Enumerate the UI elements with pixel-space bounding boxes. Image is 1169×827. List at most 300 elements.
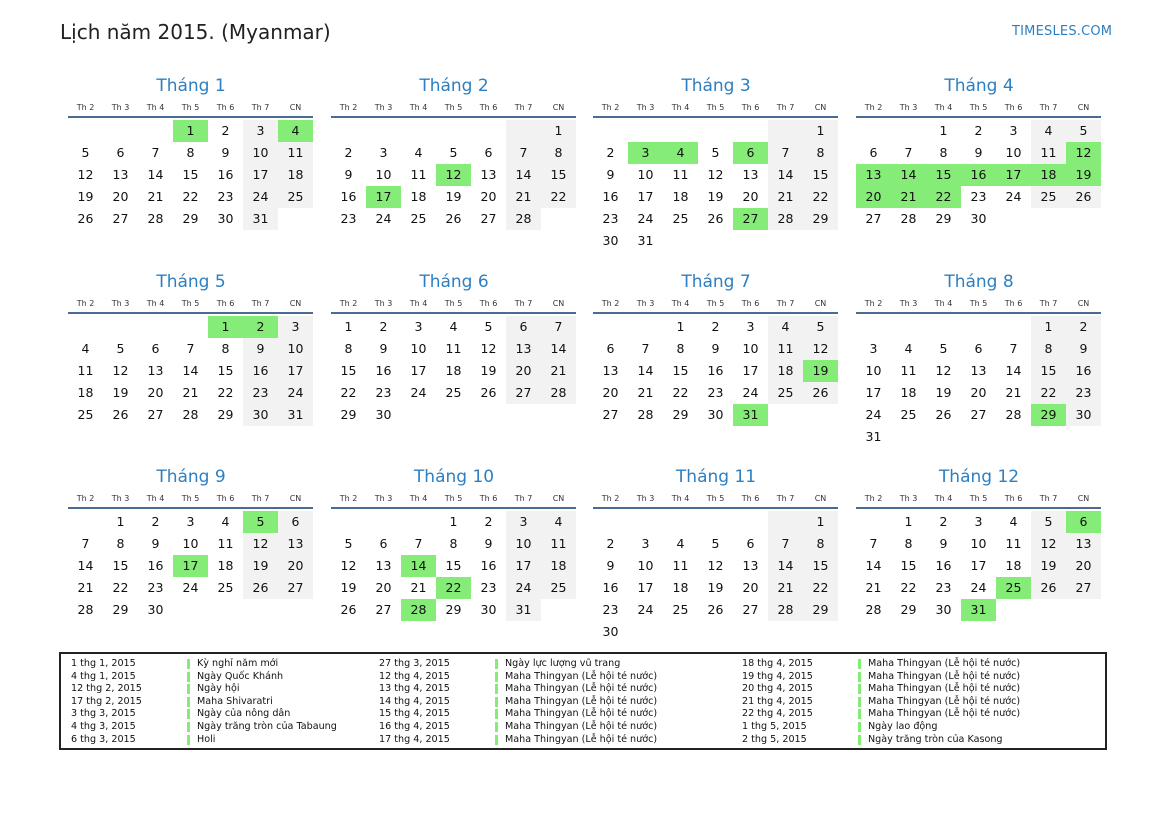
day-cell: 20 xyxy=(970,385,987,400)
day-cell: 10 xyxy=(410,341,427,356)
day-cell: 28 xyxy=(182,407,199,422)
weekday-label: Th 7 xyxy=(776,299,795,308)
day-cell: 27 xyxy=(506,382,541,404)
day-cell: 22 xyxy=(436,577,471,599)
header-rule xyxy=(68,507,313,509)
weekday-label: Th 5 xyxy=(181,494,200,503)
day-cell: 24 xyxy=(637,211,654,226)
day-cell: 4 xyxy=(221,514,230,529)
day-cell: 17 xyxy=(410,363,427,378)
weekday-label: Th 5 xyxy=(181,103,200,112)
day-cell: 31 xyxy=(243,208,278,230)
day-cell: 19 xyxy=(803,360,838,382)
day-cell: 23 xyxy=(1066,382,1101,404)
day-cell: 15 xyxy=(445,558,462,573)
weekday-label: Th 2 xyxy=(864,494,883,503)
weekday-label: Th 2 xyxy=(601,494,620,503)
day-cell: 20 xyxy=(112,189,129,204)
holiday-marker xyxy=(187,709,190,719)
weekday-label: Th 7 xyxy=(251,494,270,503)
weekday-header xyxy=(331,490,577,507)
day-cell: 22 xyxy=(900,580,917,595)
day-cell: 12 xyxy=(436,164,471,186)
holiday-name: Kỳ nghỉ năm mới xyxy=(197,658,279,669)
day-cell: 22 xyxy=(112,580,129,595)
day-cell: 7 xyxy=(641,341,650,356)
day-cell: 25 xyxy=(996,577,1031,599)
day-cell: 10 xyxy=(506,533,541,555)
empty-cell xyxy=(856,120,891,142)
day-cell: 3 xyxy=(869,341,878,356)
day-cell: 5 xyxy=(81,145,90,160)
empty-cell xyxy=(1031,208,1066,230)
day-cell: 22 xyxy=(182,189,199,204)
day-cell: 25 xyxy=(410,211,427,226)
day-cell: 27 xyxy=(602,407,619,422)
holiday-marker xyxy=(858,684,861,694)
empty-cell xyxy=(803,230,838,252)
month-name: Tháng 11 xyxy=(675,467,757,487)
day-cell: 12 xyxy=(707,167,724,182)
empty-cell xyxy=(891,120,926,142)
day-cell: 12 xyxy=(77,167,94,182)
day-cell: 28 xyxy=(865,602,882,617)
day-cell: 28 xyxy=(768,599,803,621)
day-cell: 21 xyxy=(77,580,94,595)
holiday-name: Maha Thingyan (Lễ hội té nước) xyxy=(505,683,658,695)
weekday-label: Th 4 xyxy=(409,103,428,112)
weekday-label: Th 7 xyxy=(776,103,795,112)
holiday-date: 17 thg 2, 2015 xyxy=(71,695,142,707)
empty-cell xyxy=(628,120,663,142)
empty-cell xyxy=(541,208,576,230)
day-cell: 28 xyxy=(541,382,576,404)
day-cell: 10 xyxy=(243,142,278,164)
day-cell: 9 xyxy=(379,341,388,356)
month-name: Tháng 12 xyxy=(938,467,1020,487)
day-cell: 19 xyxy=(77,189,94,204)
day-cell: 25 xyxy=(541,577,576,599)
day-cell: 4 xyxy=(414,145,423,160)
empty-cell xyxy=(663,511,698,533)
day-cell: 16 xyxy=(147,558,164,573)
day-cell: 30 xyxy=(1066,404,1101,426)
weekday-header xyxy=(68,490,314,507)
day-cell: 15 xyxy=(926,164,961,186)
empty-cell xyxy=(1031,426,1066,448)
empty-cell xyxy=(401,404,436,426)
weekday-label: Th 6 xyxy=(479,103,498,112)
weekday-label: Th 4 xyxy=(934,103,953,112)
header-rule xyxy=(331,312,576,314)
day-cell: 8 xyxy=(803,142,838,164)
holiday-date: 16 thg 4, 2015 xyxy=(379,720,450,732)
weekday-label: Th 6 xyxy=(741,494,760,503)
day-cell: 13 xyxy=(278,533,313,555)
header-rule xyxy=(68,312,313,314)
holiday-marker xyxy=(187,722,190,732)
day-grid xyxy=(68,511,314,621)
day-cell: 20 xyxy=(375,580,392,595)
weekday-label: Th 6 xyxy=(1004,299,1023,308)
day-cell: 9 xyxy=(974,145,983,160)
day-cell: 27 xyxy=(865,211,882,226)
empty-cell xyxy=(996,599,1031,621)
day-grid xyxy=(856,120,1102,230)
day-cell: 11 xyxy=(445,341,462,356)
day-cell: 25 xyxy=(278,186,313,208)
day-cell: 13 xyxy=(375,558,392,573)
day-cell: 8 xyxy=(676,341,685,356)
day-cell: 12 xyxy=(340,558,357,573)
day-cell: 7 xyxy=(869,536,878,551)
day-cell: 26 xyxy=(480,385,497,400)
day-cell: 1 xyxy=(173,120,208,142)
weekday-label: Th 6 xyxy=(216,299,235,308)
day-cell: 15 xyxy=(112,558,129,573)
day-cell: 30 xyxy=(480,602,497,617)
weekday-label: Th 7 xyxy=(514,494,533,503)
weekday-label: Th 2 xyxy=(601,299,620,308)
holiday-marker xyxy=(495,709,498,719)
empty-cell xyxy=(593,120,628,142)
day-cell: 16 xyxy=(1066,360,1101,382)
day-cell: 9 xyxy=(484,536,493,551)
day-cell: 19 xyxy=(935,385,952,400)
month-block xyxy=(68,74,314,230)
empty-cell xyxy=(68,316,103,338)
day-grid xyxy=(593,120,839,252)
header-rule xyxy=(331,116,576,118)
day-cell: 10 xyxy=(865,363,882,378)
day-cell: 26 xyxy=(77,211,94,226)
empty-cell xyxy=(331,120,366,142)
weekday-label: Th 5 xyxy=(706,103,725,112)
day-grid xyxy=(593,511,839,643)
day-cell: 31 xyxy=(506,599,541,621)
day-cell: 3 xyxy=(746,319,755,334)
day-cell: 6 xyxy=(116,145,125,160)
day-cell: 10 xyxy=(375,167,392,182)
day-cell: 20 xyxy=(856,186,891,208)
day-cell: 12 xyxy=(707,558,724,573)
page-title: Lịch năm 2015. (Myanmar) xyxy=(60,20,331,44)
holiday-marker xyxy=(187,684,190,694)
holiday-marker xyxy=(495,722,498,732)
day-cell: 24 xyxy=(865,407,882,422)
holiday-marker xyxy=(858,672,861,682)
weekday-label: Th 2 xyxy=(601,103,620,112)
day-cell: 25 xyxy=(672,211,689,226)
day-cell: 10 xyxy=(970,536,987,551)
day-cell: 20 xyxy=(506,360,541,382)
day-cell: 8 xyxy=(541,142,576,164)
holiday-name: Maha Thingyan (Lễ hội té nước) xyxy=(505,670,658,682)
day-cell: 20 xyxy=(1066,555,1101,577)
day-cell: 6 xyxy=(746,536,755,551)
weekday-label: Th 6 xyxy=(741,103,760,112)
weekday-label: Th 6 xyxy=(216,494,235,503)
day-cell: 2 xyxy=(606,145,615,160)
day-cell: 21 xyxy=(865,580,882,595)
empty-cell xyxy=(278,208,313,230)
header-rule xyxy=(856,507,1101,509)
empty-cell xyxy=(366,511,401,533)
weekday-header xyxy=(593,295,839,312)
day-cell: 21 xyxy=(147,189,164,204)
day-cell: 19 xyxy=(1066,164,1101,186)
day-cell: 30 xyxy=(217,211,234,226)
day-cell: 6 xyxy=(151,341,160,356)
day-cell: 18 xyxy=(900,385,917,400)
day-cell: 7 xyxy=(541,316,576,338)
day-cell: 29 xyxy=(340,407,357,422)
holiday-date: 21 thg 4, 2015 xyxy=(742,695,813,707)
day-cell: 4 xyxy=(904,341,913,356)
day-cell: 28 xyxy=(147,211,164,226)
day-cell: 30 xyxy=(243,404,278,426)
empty-cell xyxy=(243,599,278,621)
day-cell: 28 xyxy=(900,211,917,226)
day-cell: 16 xyxy=(243,360,278,382)
day-cell: 9 xyxy=(221,145,230,160)
day-cell: 6 xyxy=(484,145,493,160)
day-cell: 15 xyxy=(541,164,576,186)
day-cell: 5 xyxy=(803,316,838,338)
day-cell: 11 xyxy=(1005,536,1022,551)
day-cell: 11 xyxy=(768,338,803,360)
day-cell: 21 xyxy=(506,186,541,208)
day-cell: 28 xyxy=(768,208,803,230)
day-cell: 3 xyxy=(379,145,388,160)
holiday-name: Ngày lực lượng vũ trang xyxy=(505,658,621,669)
day-cell: 1 xyxy=(904,514,913,529)
day-cell: 4 xyxy=(1031,120,1066,142)
header-rule xyxy=(68,116,313,118)
weekday-label: Th 7 xyxy=(1039,103,1058,112)
day-cell: 23 xyxy=(602,602,619,617)
day-cell: 11 xyxy=(217,536,234,551)
day-cell: 14 xyxy=(506,164,541,186)
empty-cell xyxy=(733,120,768,142)
holiday-date: 4 thg 3, 2015 xyxy=(71,720,136,732)
day-cell: 12 xyxy=(1031,533,1066,555)
day-cell: 26 xyxy=(243,577,278,599)
day-cell: 5 xyxy=(243,511,278,533)
day-cell: 20 xyxy=(742,580,759,595)
day-cell: 26 xyxy=(1031,577,1066,599)
day-cell: 18 xyxy=(1005,558,1022,573)
holiday-date: 12 thg 2, 2015 xyxy=(71,683,142,695)
day-grid xyxy=(68,120,314,230)
weekday-label: Th 4 xyxy=(934,494,953,503)
day-cell: 31 xyxy=(961,599,996,621)
day-cell: 28 xyxy=(401,599,436,621)
day-cell: 20 xyxy=(147,385,164,400)
day-cell: 7 xyxy=(506,142,541,164)
weekday-header xyxy=(331,99,577,116)
weekday-header xyxy=(593,99,839,116)
day-cell: 21 xyxy=(768,186,803,208)
holiday-name: Maha Thingyan (Lễ hội té nước) xyxy=(868,670,1021,682)
day-cell: 6 xyxy=(974,341,983,356)
empty-cell xyxy=(733,511,768,533)
holiday-marker xyxy=(495,672,498,682)
day-cell: 25 xyxy=(445,385,462,400)
day-cell: 30 xyxy=(602,624,619,639)
weekday-header xyxy=(856,99,1102,116)
empty-cell xyxy=(926,426,961,448)
weekday-label: Th 7 xyxy=(514,103,533,112)
day-cell: 11 xyxy=(900,363,917,378)
weekday-label: Th 3 xyxy=(374,103,393,112)
holiday-marker xyxy=(495,659,498,669)
day-cell: 5 xyxy=(449,145,458,160)
weekday-label: Th 7 xyxy=(251,103,270,112)
holiday-name: Ngày hội xyxy=(197,683,240,695)
weekday-label: Th 2 xyxy=(76,103,95,112)
weekday-label: Th 3 xyxy=(111,494,130,503)
empty-cell xyxy=(173,599,208,621)
day-cell: 24 xyxy=(243,186,278,208)
day-cell: 17 xyxy=(278,360,313,382)
day-cell: 18 xyxy=(1031,164,1066,186)
empty-cell xyxy=(663,621,698,643)
day-cell: 24 xyxy=(506,577,541,599)
day-cell: 14 xyxy=(768,555,803,577)
holiday-date: 1 thg 1, 2015 xyxy=(71,658,136,669)
day-grid xyxy=(856,511,1102,621)
month-block xyxy=(593,465,839,643)
holiday-marker xyxy=(187,672,190,682)
day-cell: 9 xyxy=(606,558,615,573)
day-cell: 9 xyxy=(606,167,615,182)
day-cell: 23 xyxy=(707,385,724,400)
weekday-label: Th 5 xyxy=(444,494,463,503)
day-cell: 13 xyxy=(506,338,541,360)
day-grid xyxy=(331,120,577,230)
day-cell: 17 xyxy=(506,555,541,577)
day-cell: 10 xyxy=(742,341,759,356)
weekday-label: CN xyxy=(552,299,565,308)
weekday-label: CN xyxy=(289,494,302,503)
weekday-label: Th 6 xyxy=(216,103,235,112)
day-cell: 21 xyxy=(182,385,199,400)
empty-cell xyxy=(173,316,208,338)
day-cell: 7 xyxy=(904,145,913,160)
day-cell: 4 xyxy=(1009,514,1018,529)
day-cell: 2 xyxy=(939,514,948,529)
weekday-label: Th 3 xyxy=(374,299,393,308)
empty-cell xyxy=(401,120,436,142)
day-cell: 14 xyxy=(401,555,436,577)
day-cell: 5 xyxy=(939,341,948,356)
day-cell: 7 xyxy=(768,533,803,555)
day-cell: 3 xyxy=(186,514,195,529)
day-cell: 21 xyxy=(637,385,654,400)
day-cell: 13 xyxy=(480,167,497,182)
day-cell: 4 xyxy=(449,319,458,334)
weekday-label: Th 4 xyxy=(409,494,428,503)
day-cell: 22 xyxy=(541,186,576,208)
weekday-label: Th 7 xyxy=(1039,299,1058,308)
holiday-marker xyxy=(858,722,861,732)
day-cell: 13 xyxy=(1066,533,1101,555)
empty-cell xyxy=(698,621,733,643)
empty-cell xyxy=(436,120,471,142)
day-cell: 27 xyxy=(147,407,164,422)
weekday-label: Th 4 xyxy=(671,494,690,503)
day-cell: 3 xyxy=(278,316,313,338)
day-cell: 30 xyxy=(970,211,987,226)
month-name: Tháng 3 xyxy=(681,76,751,96)
day-cell: 16 xyxy=(602,189,619,204)
day-cell: 5 xyxy=(484,319,493,334)
weekday-label: Th 3 xyxy=(111,299,130,308)
empty-cell xyxy=(961,316,996,338)
day-cell: 6 xyxy=(1066,511,1101,533)
day-cell: 18 xyxy=(77,385,94,400)
day-cell: 22 xyxy=(803,186,838,208)
day-grid xyxy=(331,511,577,621)
weekday-label: Th 5 xyxy=(969,103,988,112)
day-cell: 6 xyxy=(379,536,388,551)
weekday-label: Th 7 xyxy=(251,299,270,308)
day-cell: 14 xyxy=(865,558,882,573)
empty-cell xyxy=(208,599,243,621)
weekday-label: Th 2 xyxy=(339,494,358,503)
day-cell: 25 xyxy=(1031,186,1066,208)
weekday-label: Th 6 xyxy=(1004,494,1023,503)
month-block xyxy=(68,270,314,426)
day-cell: 22 xyxy=(803,577,838,599)
day-cell: 5 xyxy=(711,536,720,551)
day-cell: 1 xyxy=(541,120,576,142)
day-cell: 26 xyxy=(803,382,838,404)
day-cell: 1 xyxy=(208,316,243,338)
empty-cell xyxy=(1031,599,1066,621)
weekday-header xyxy=(593,490,839,507)
weekday-label: Th 2 xyxy=(76,299,95,308)
holiday-date: 27 thg 3, 2015 xyxy=(379,658,450,669)
day-cell: 26 xyxy=(445,211,462,226)
day-cell: 7 xyxy=(1009,341,1018,356)
weekday-header xyxy=(331,295,577,312)
day-cell: 28 xyxy=(77,602,94,617)
empty-cell xyxy=(698,511,733,533)
holiday-name: Holi xyxy=(197,733,216,745)
day-cell: 15 xyxy=(803,555,838,577)
day-cell: 8 xyxy=(344,341,353,356)
day-cell: 1 xyxy=(1031,316,1066,338)
day-cell: 29 xyxy=(803,599,838,621)
weekday-label: CN xyxy=(814,494,827,503)
day-cell: 10 xyxy=(182,536,199,551)
weekday-label: Th 2 xyxy=(339,103,358,112)
day-cell: 29 xyxy=(672,407,689,422)
day-cell: 2 xyxy=(974,123,983,138)
day-cell: 31 xyxy=(637,233,654,248)
day-cell: 15 xyxy=(803,164,838,186)
weekday-label: Th 4 xyxy=(671,103,690,112)
day-cell: 16 xyxy=(935,558,952,573)
day-cell: 5 xyxy=(1066,120,1101,142)
holiday-marker xyxy=(187,659,190,669)
day-cell: 24 xyxy=(637,602,654,617)
month-block xyxy=(856,74,1102,230)
brand-link[interactable]: TIMESLES.COM xyxy=(1012,24,1113,39)
day-cell: 23 xyxy=(147,580,164,595)
